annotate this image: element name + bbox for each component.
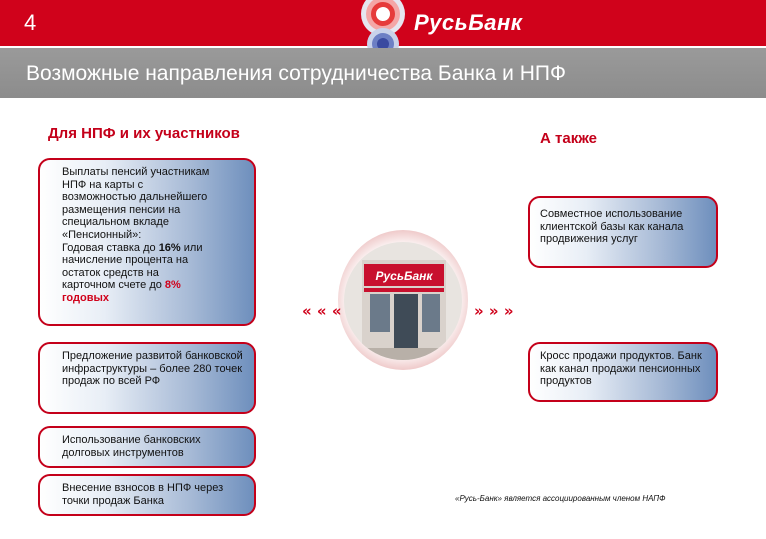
left-box-infrastructure: Предложение развитой банковской инфраструктуры – более 280 точек продаж по всей РФ (38, 342, 256, 414)
footer-note: «Русь-Банк» является ассоциированным членом НАПФ (455, 494, 666, 503)
right-box-client-base: Совместное использование клиентской базы как канала продвижения услуг (528, 196, 718, 268)
right-column-heading: А также (540, 130, 597, 147)
rate-prefix: Годовая ставка до (62, 241, 159, 254)
card-prefix: карточном счете до (62, 279, 165, 292)
brand-logo-text: РусьБанк (414, 10, 523, 35)
box-line: Выплаты пенсий участникам (62, 166, 210, 178)
right-box-cross-sales: Кросс продажи продуктов. Банк как канал продажи пенсионных продуктов (528, 342, 718, 402)
card-rate-suffix: годовых (62, 291, 109, 304)
rate-value: 16% (158, 241, 181, 254)
bank-branch-image (344, 242, 462, 360)
box-line: размещения пенсии на (62, 203, 181, 216)
box-line: начисление процента на (62, 254, 189, 267)
rate-suffix: или (180, 241, 203, 254)
box-line: возможностью дальнейшего (62, 191, 208, 204)
left-box-pension-payments (38, 158, 256, 326)
branch-sign-text: РусьБанк (375, 269, 433, 283)
right-chevrons-icon: » » » (474, 302, 514, 320)
box-line: «Пенсионный»: (62, 228, 142, 241)
left-box-contributions: Внесение взносов в НПФ через точки продаж Банка (38, 474, 256, 516)
box-line-card (62, 279, 248, 292)
page-title: Возможные направления сотрудничества Банка и НПФ (26, 62, 566, 85)
card-rate-value: 8% (164, 279, 181, 292)
box-line: НПФ на карты с (62, 178, 144, 191)
box-line: специальном вкладе (62, 216, 169, 229)
left-column-heading: Для НПФ и их участников (48, 125, 240, 142)
left-box-debt-instruments: Использование банковских долговых инструментов (38, 426, 256, 468)
box-line: остаток средств на (62, 266, 159, 279)
box-line-rate (62, 242, 248, 255)
slide-number: 4 (24, 10, 37, 35)
left-chevrons-icon: « « « (302, 302, 342, 320)
